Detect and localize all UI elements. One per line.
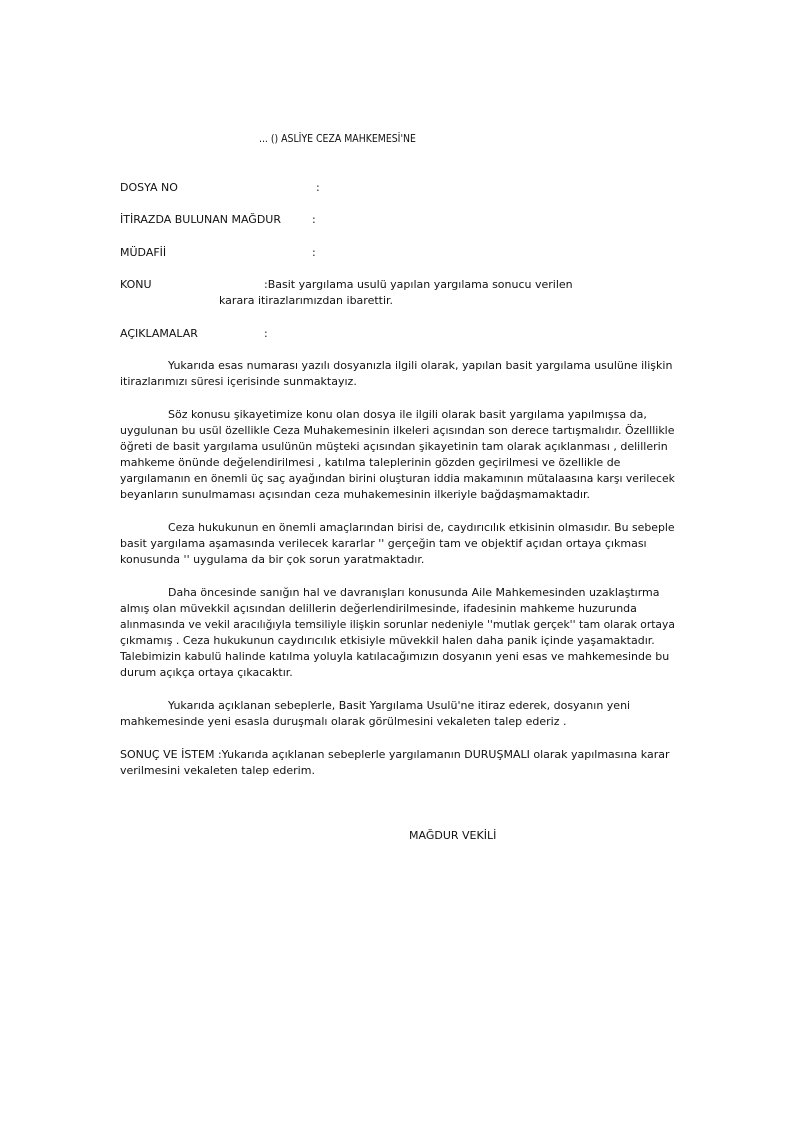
field-colon-dosya-no: : [316,181,320,194]
paragraph-line: çıkmamış . Ceza hukukunun caydırıcılık etkisiyle müvekkil halen daha panik içinde yaşamaktadır. [120,634,655,647]
document-title: ... () ASLİYE CEZA MAHKEMESİ'NE [258,132,416,145]
paragraph-line: almış olan müvekkil açısından delillerin değerlendirilmesinde, ifadesinin mahkeme huzurunda [120,602,637,615]
paragraph-line: alınmasında ve vekil aracılığıyla temsiliyle ilişkin sorunlar nedeniyle ''mutlak gerçek'' tam olarak ortaya [120,618,675,631]
paragraph-line: durum açıkça ortaya çıkacaktır. [120,666,293,679]
field-colon-magdur: : [312,213,316,226]
paragraph-line: beyanların sunulmaması açısından ceza muhakemesinin ilkeriyle bağdaşmamaktadır. [120,488,591,501]
paragraph-line: konusunda '' uygulama da bir çok sorun yaratmaktadır. [120,553,425,566]
paragraph-line: Yukarıda esas numarası yazılı dosyanızla ilgili olarak, yapılan basit yargılama usulüne ilişkin [168,359,673,372]
field-label-dosya-no: DOSYA NO [120,181,178,194]
konu-line-2: karara itirazlarımızdan ibarettir. [219,294,394,307]
konu-label: KONU [120,278,152,291]
paragraph-line: Talebimizin kabulü halinde katılma yoluyla katılacağımızın dosyanın yeni esas ve mahkemesinde bu [120,650,670,663]
paragraph-line: öğreti de basit yargılama usulünün müşteki açısından şikayetinin tam olarak açıklanması , delillerin [120,440,668,453]
paragraph-line: basit yargılama aşamasında verilecek kararlar '' gerçeğin tam ve objektif açıdan ortaya çıkması [120,537,647,550]
paragraph-line: itirazlarımızı süresi içerisinde sunmaktayız. [120,375,357,388]
sonuc-istem-line: SONUÇ VE İSTEM :Yukarıda açıklanan sebeplerle yargılamanın DURUŞMALI olarak yapılmasına karar [120,748,670,761]
signature-label: MAĞDUR VEKİLİ [409,829,497,842]
field-label-magdur: İTİRAZDA BULUNAN MAĞDUR [120,213,281,226]
paragraph-line: uygulunan bu usül özellikle Ceza Muhakemesinin ilkeleri açısından son derece tartışmalıdır. Özelllikle [120,424,675,437]
paragraph-line: Daha öncesinde sanığın hal ve davranışları konusunda Aile Mahkemesinden uzaklaştırma [168,586,660,599]
paragraph-line: Yukarıda açıklanan sebeplerle, Basit Yargılama Usulü'ne itiraz ederek, dosyanın yeni [168,699,631,712]
paragraph-line: Söz konusu şikayetimize konu olan dosya ile ilgili olarak basit yargılama yapılmışsa da, [168,408,647,421]
paragraph-line: Ceza hukukunun en önemli amaçlarından birisi de, caydırıcılık etkisinin olmasıdır. Bu sebeple [168,521,675,534]
aciklamalar-colon: : [264,327,268,340]
field-colon-mudafii: : [312,246,316,259]
field-label-mudafii: MÜDAFİİ [120,246,167,259]
paragraph-line: mahkeme önünde değelendirilmesi , katılma taleplerinin gözden geçirilmesi ve özellikle de [120,456,621,469]
paragraph-line: yargılamanın en önemli üç saç ayağından birini oluşturan iddia makamının mütalaasına karşı verilecek [120,472,675,485]
paragraph-line: mahkemesinde yeni esasla duruşmalı olarak görülmesini vekaleten talep ederiz . [120,715,567,728]
sonuc-istem-line: verilmesini vekaleten talep ederim. [120,764,315,777]
aciklamalar-label: AÇIKLAMALAR [120,327,198,340]
konu-line-1: :Basit yargılama usulü yapılan yargılama sonucu verilen [264,278,573,291]
